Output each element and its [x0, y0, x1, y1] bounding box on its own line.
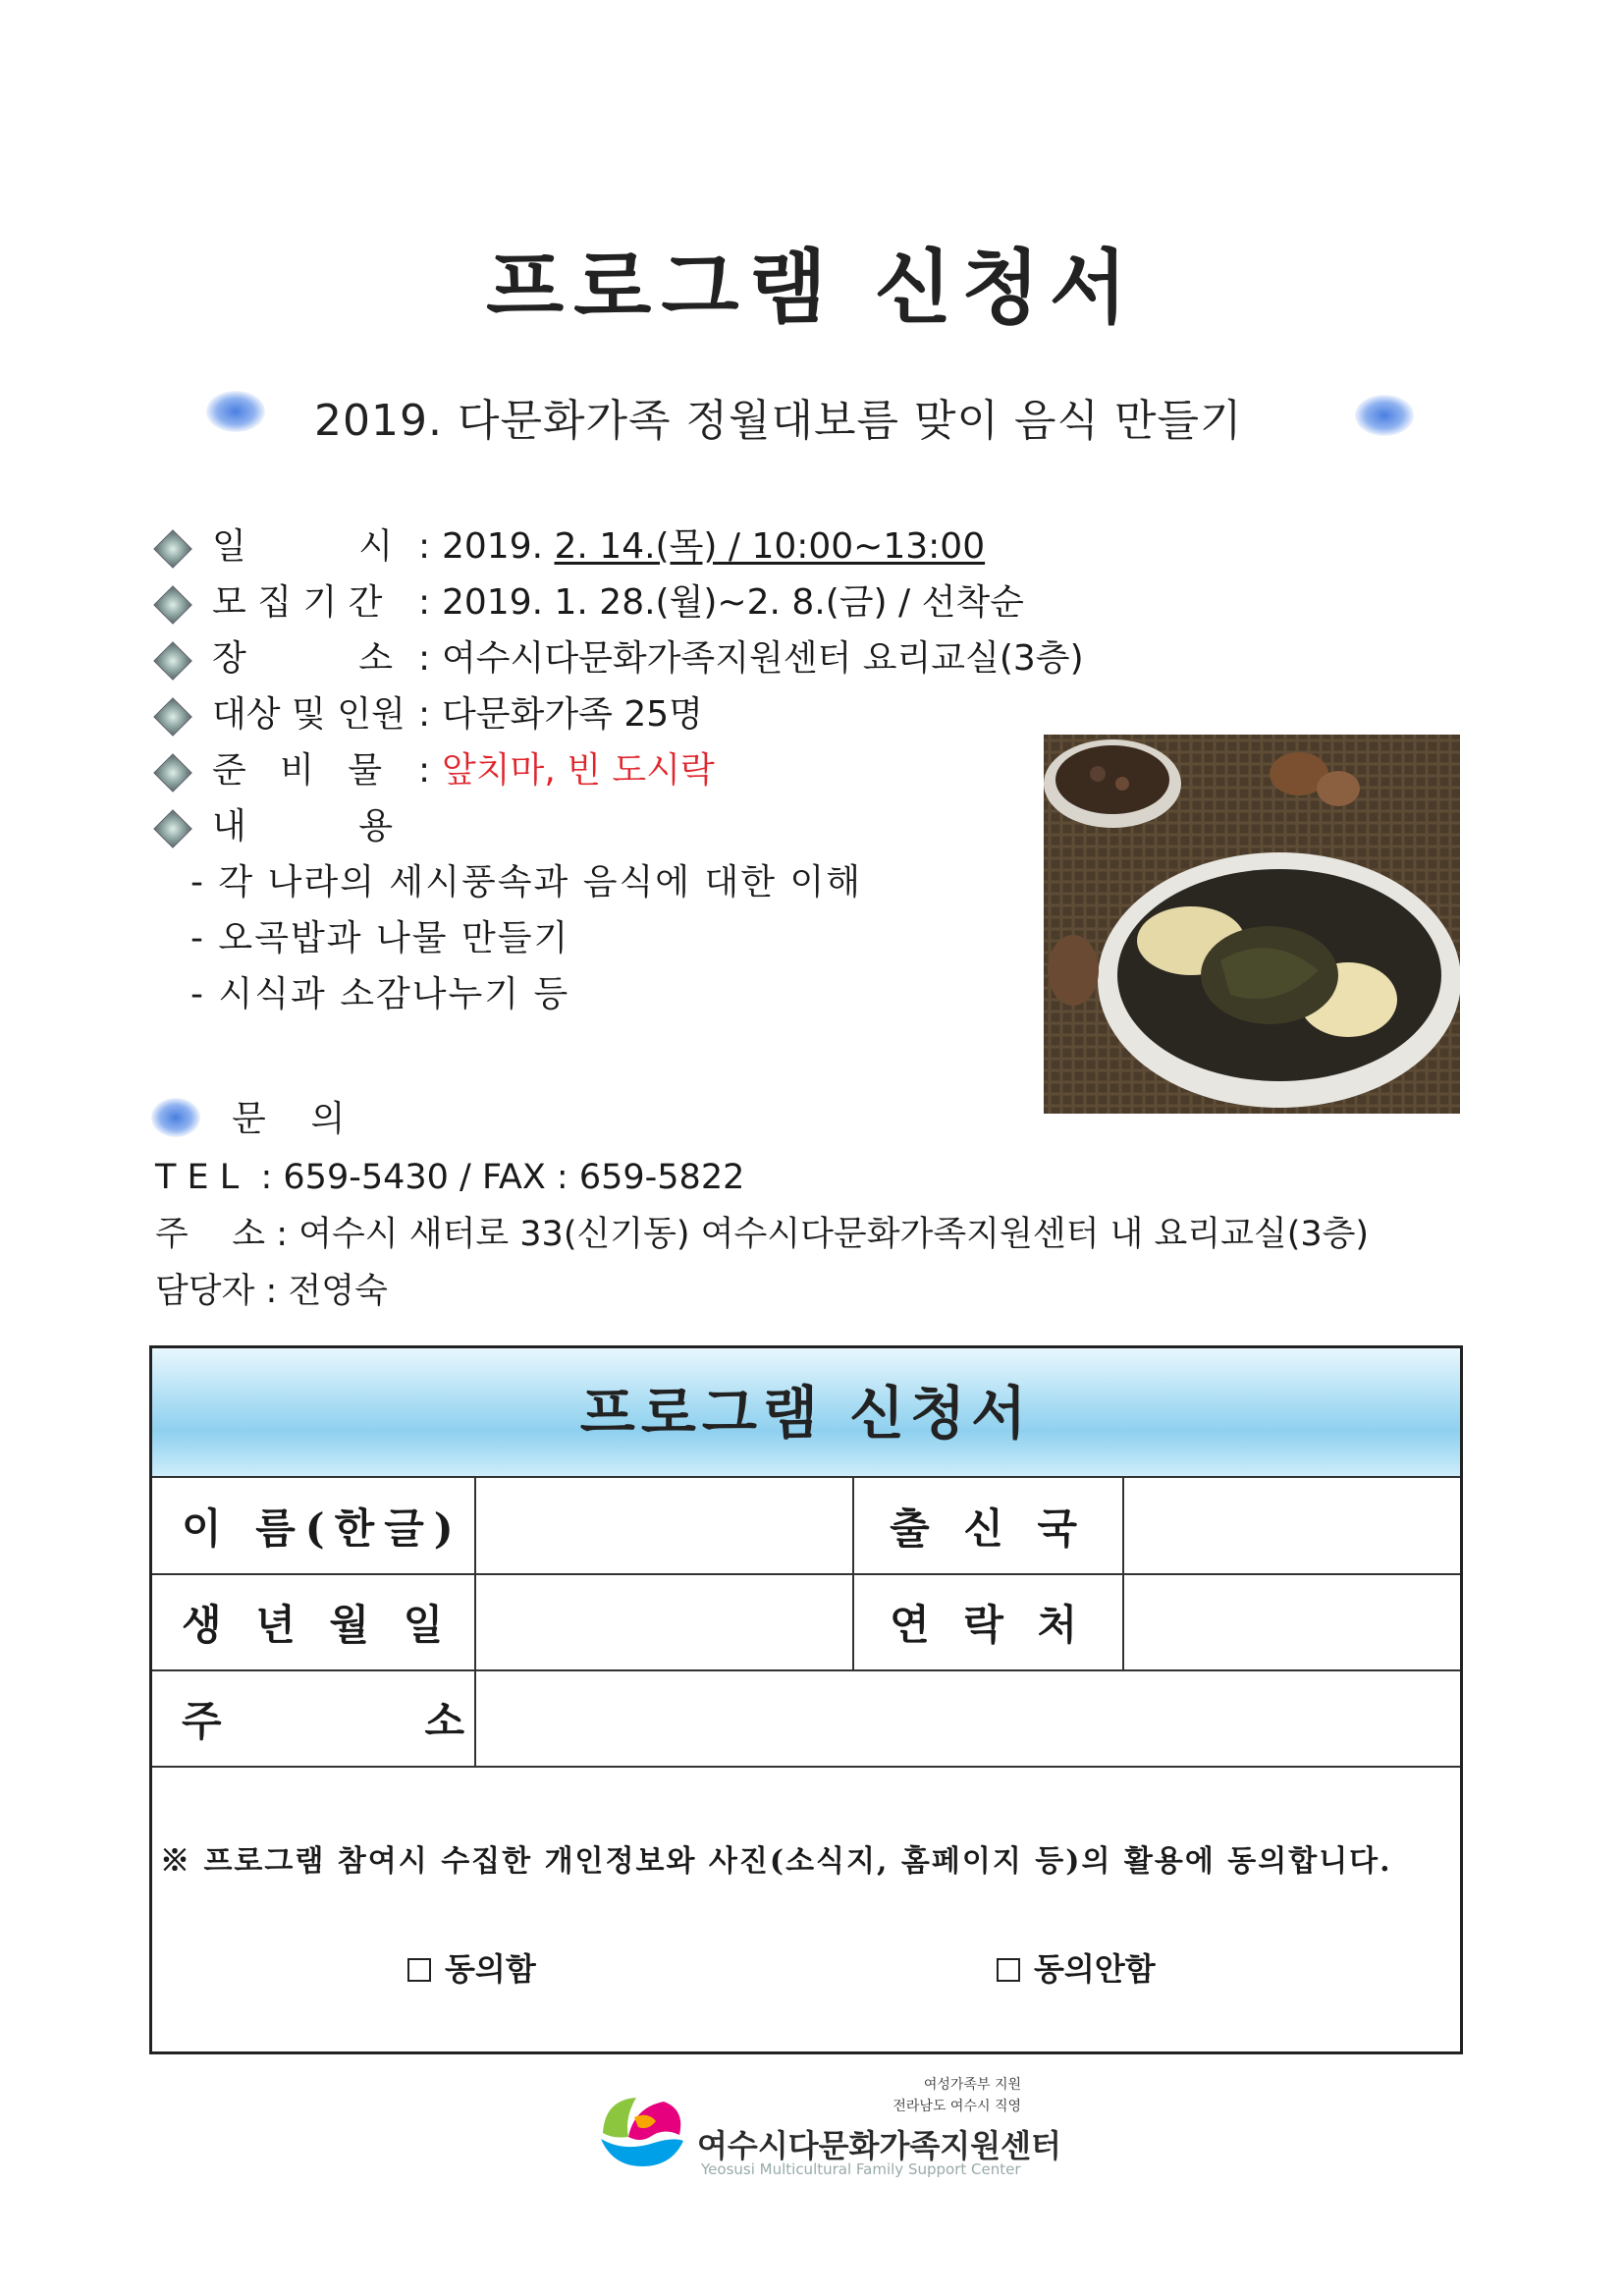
- diamond-bullet-icon: [153, 753, 192, 793]
- phone-field[interactable]: [1123, 1574, 1460, 1670]
- form-row: [152, 1670, 1460, 1767]
- footer-support: 여성가족부 지원: [923, 2077, 1021, 2093]
- info-value: 다문화가족 25명: [442, 694, 703, 735]
- footer-operator: 전라남도 여수시 직영: [893, 2099, 1021, 2114]
- info-label: 준 비 물: [212, 750, 382, 791]
- application-form: [149, 1345, 1463, 2054]
- info-row-recruit: [155, 574, 1117, 630]
- contact-manager: 담당자 : 전영숙: [155, 1272, 388, 1311]
- consent-section: [152, 1768, 1460, 2054]
- birth-field[interactable]: [475, 1574, 853, 1670]
- info-value-highlight: 앞치마, 빈 도시락: [442, 750, 715, 791]
- info-colon: :: [418, 582, 431, 623]
- disagree-option[interactable]: [997, 1944, 1156, 1990]
- content-item: - 각 나라의 세시풍속과 음식에 대한 이해: [190, 862, 863, 902]
- content-item: - 시식과 소감나누기 등: [190, 974, 570, 1014]
- subtitle: 2019. 다문화가족 정월대보름 맞이 음식 만들기: [314, 396, 1243, 446]
- diamond-bullet-icon: [153, 585, 192, 625]
- info-row-place: [155, 630, 1117, 686]
- country-label: 출 신 국: [853, 1478, 1123, 1574]
- info-label: 내 용: [212, 806, 393, 847]
- form-row: [152, 1574, 1460, 1670]
- info-value: 2019. 1. 28.(월)~2. 8.(금) / 선착순: [442, 582, 1024, 623]
- center-name: 여수시다문화가족지원센터: [697, 2127, 1061, 2164]
- phone-label: 연 락 처: [853, 1574, 1123, 1670]
- address-field[interactable]: [475, 1670, 1460, 1767]
- contact-address: 주 소 : 여수시 새터로 33(신기동) 여수시다문화가족지원센터 내 요리교실(3층): [155, 1215, 1370, 1254]
- info-colon: :: [418, 750, 431, 791]
- diamond-bullet-icon: [153, 697, 192, 737]
- agree-checkbox[interactable]: [407, 1958, 431, 1982]
- info-label: 장 소: [212, 638, 393, 679]
- diamond-bullet-icon: [153, 529, 192, 569]
- center-name-en: Yeosusi Multicultural Family Support Center: [701, 2160, 1021, 2178]
- country-field[interactable]: [1123, 1478, 1460, 1574]
- info-value: [442, 519, 985, 574]
- footer: [589, 2070, 1061, 2178]
- address-label: 주 소: [152, 1670, 475, 1767]
- info-row-prepare: [155, 742, 1117, 798]
- contact-section: [155, 1090, 1432, 1320]
- food-photo: [1044, 735, 1460, 1114]
- agree-option[interactable]: [407, 1944, 536, 1990]
- info-label: 일 시: [212, 526, 393, 567]
- diamond-bullet-icon: [153, 809, 192, 848]
- info-row-content: [155, 798, 1117, 854]
- program-info: [155, 519, 1117, 1022]
- name-label: 이 름(한글): [152, 1478, 475, 1574]
- content-item: - 오곡밥과 나물 만들기: [190, 918, 570, 958]
- center-logo-icon: [595, 2088, 689, 2170]
- page-title: 프로그램 신청서: [485, 241, 1138, 335]
- contact-heading: 문 의: [232, 1099, 346, 1139]
- glow-bullet-icon: [151, 1098, 200, 1137]
- disagree-label: 동의안함: [1034, 1950, 1156, 1988]
- info-colon: :: [418, 694, 431, 735]
- glow-bullet-icon: [206, 391, 265, 432]
- consent-text: ※ 프로그램 참여시 수집한 개인정보와 사진(소식지, 홈페이지 등)의 활용에 동의합니다.: [160, 1844, 1392, 1879]
- info-label: 모 집 기 간: [212, 582, 383, 623]
- info-colon: :: [418, 526, 431, 567]
- info-label: 대상 및 인원: [212, 694, 406, 735]
- diamond-bullet-icon: [153, 641, 192, 681]
- info-value-prefix: 2019.: [442, 526, 555, 567]
- subtitle-row: [206, 381, 1424, 450]
- name-field[interactable]: [475, 1478, 853, 1574]
- contact-heading-row: [155, 1090, 1432, 1149]
- info-value: 여수시다문화가족지원센터 요리교실(3층): [442, 638, 1084, 679]
- info-value-underlined: 2. 14.(목) / 10:00~13:00: [554, 526, 986, 567]
- form-table: [152, 1478, 1460, 1768]
- info-colon: :: [418, 638, 431, 679]
- agree-label: 동의함: [445, 1950, 536, 1988]
- form-row: [152, 1478, 1460, 1574]
- glow-bullet-icon: [1355, 395, 1414, 436]
- info-row-date: [155, 519, 1117, 574]
- contact-tel: T E L : 659-5430 / FAX : 659-5822: [155, 1158, 745, 1197]
- birth-label: 생 년 월 일: [152, 1574, 475, 1670]
- form-header: 프로그램 신청서: [152, 1348, 1460, 1478]
- disagree-checkbox[interactable]: [997, 1958, 1020, 1982]
- info-row-target: [155, 686, 1117, 742]
